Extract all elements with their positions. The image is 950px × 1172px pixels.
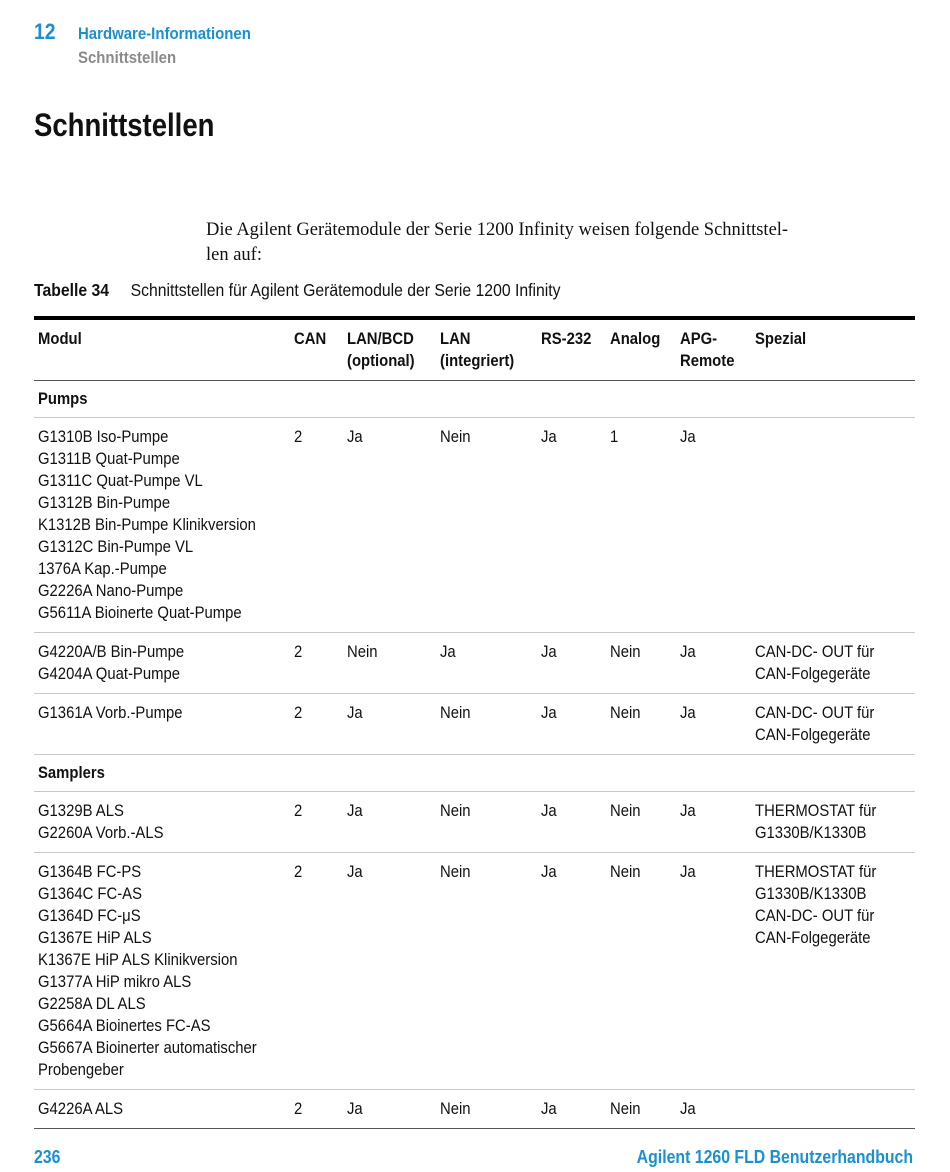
cell-line: Nein	[440, 802, 471, 820]
cell-text	[347, 641, 378, 663]
cell-line: G1310B Iso-Pumpe	[38, 428, 169, 446]
cell-line: 2	[294, 428, 303, 446]
cell-lan	[436, 418, 537, 633]
cell-text	[541, 1098, 557, 1120]
table-row	[34, 694, 915, 755]
cell-spezial	[751, 418, 915, 633]
cell-lan	[436, 1090, 537, 1129]
cell-text	[755, 641, 874, 685]
cell-line: CAN-Folgegeräte	[755, 665, 871, 683]
cell-line: G1367E HiP ALS	[38, 929, 152, 947]
cell-line: K1312B Bin-Pumpe Klinikversion	[38, 516, 256, 534]
cell-rs232	[537, 633, 606, 694]
cell-text	[680, 800, 696, 822]
cell-spezial	[751, 694, 915, 755]
cell-text	[294, 426, 302, 448]
cell-can	[290, 853, 343, 1090]
cell-analog	[606, 418, 676, 633]
cell-line: K1367E HiP ALS Klinikversion	[38, 951, 238, 969]
cell-text	[755, 861, 876, 949]
cell-text	[294, 702, 302, 724]
book-title	[599, 1147, 913, 1168]
cell-text	[347, 1098, 363, 1120]
cell-line: G1364D FC-μS	[38, 907, 141, 925]
cell-modul	[34, 694, 290, 755]
cell-line: G4204A Quat-Pumpe	[38, 665, 180, 683]
column-header-line: CAN	[294, 330, 327, 348]
column-header-line: Analog	[610, 330, 661, 348]
cell-line: G2226A Nano-Pumpe	[38, 582, 184, 600]
table-row	[34, 418, 915, 633]
cell-lan	[436, 633, 537, 694]
column-header-line: (integriert)	[440, 352, 515, 370]
cell-line: Nein	[440, 863, 471, 881]
column-header-line: Remote	[680, 352, 735, 370]
cell-text	[541, 426, 557, 448]
column-header-line: Spezial	[755, 330, 807, 348]
cell-spezial	[751, 1090, 915, 1129]
cell-apg-remote	[676, 853, 751, 1090]
cell-text	[440, 702, 471, 724]
cell-text	[294, 861, 302, 883]
cell-line: Ja	[541, 643, 557, 661]
table-caption	[34, 280, 560, 301]
cell-line: Ja	[541, 704, 557, 722]
cell-text	[38, 861, 257, 1081]
cell-line: Ja	[347, 863, 363, 881]
column-header-text	[347, 328, 415, 372]
cell-line: Nein	[440, 428, 471, 446]
cell-modul	[34, 792, 290, 853]
chapter-number: 12	[34, 19, 56, 44]
cell-line: G2258A DL ALS	[38, 995, 146, 1013]
cell-text	[440, 861, 471, 883]
cell-line: G1364B FC-PS	[38, 863, 142, 881]
cell-line: 1	[610, 428, 619, 446]
column-header-spezial	[751, 318, 915, 381]
cell-line: Ja	[680, 863, 696, 881]
cell-modul	[34, 853, 290, 1090]
cell-lan-bcd	[343, 1090, 436, 1129]
cell-line: Ja	[541, 863, 557, 881]
cell-text	[38, 702, 182, 724]
column-header-can	[290, 318, 343, 381]
cell-line: Nein	[440, 704, 471, 722]
cell-text	[610, 1098, 641, 1120]
column-header-modul	[34, 318, 290, 381]
column-header-line: APG-	[680, 330, 718, 348]
cell-modul	[34, 418, 290, 633]
column-header-analog	[606, 318, 676, 381]
interfaces-table	[34, 316, 915, 1129]
column-header-text	[541, 328, 591, 350]
cell-text	[38, 426, 256, 624]
cell-line: Ja	[680, 1100, 696, 1118]
cell-text	[610, 702, 641, 724]
cell-line: G4226A ALS	[38, 1100, 124, 1118]
column-header-line: RS-232	[541, 330, 592, 348]
table-row	[34, 1090, 915, 1129]
cell-analog	[606, 792, 676, 853]
cell-line: Nein	[610, 1100, 641, 1118]
cell-text	[680, 426, 696, 448]
chapter-title: Hardware-Informationen	[78, 24, 251, 43]
group-label-text: Samplers	[38, 764, 105, 782]
column-header-line: LAN	[440, 330, 471, 348]
table-body	[34, 381, 915, 1129]
intro-line: len auf:	[206, 245, 262, 265]
cell-line: CAN-DC- OUT für	[755, 907, 875, 925]
cell-text	[610, 861, 641, 883]
cell-line: G1364C FC-AS	[38, 885, 142, 903]
cell-line: Nein	[347, 643, 378, 661]
cell-apg-remote	[676, 1090, 751, 1129]
cell-line: Ja	[347, 704, 363, 722]
cell-text	[347, 800, 363, 822]
cell-apg-remote	[676, 694, 751, 755]
cell-line: Ja	[680, 643, 696, 661]
intro-paragraph	[206, 218, 916, 268]
cell-rs232	[537, 792, 606, 853]
cell-text	[347, 426, 363, 448]
column-header-lan-bcd	[343, 318, 436, 381]
cell-text	[541, 641, 557, 663]
cell-analog	[606, 633, 676, 694]
cell-line: 2	[294, 1100, 303, 1118]
column-header-apg-remote	[676, 318, 751, 381]
cell-line: CAN-DC- OUT für	[755, 704, 875, 722]
table-caption-label: Tabelle 34	[34, 280, 110, 300]
cell-text	[440, 426, 471, 448]
cell-line: CAN-Folgegeräte	[755, 726, 871, 744]
cell-line: Ja	[541, 802, 557, 820]
table-header-row	[34, 318, 915, 381]
cell-line: G1311C Quat-Pumpe VL	[38, 472, 203, 490]
cell-line: Nein	[610, 863, 641, 881]
table-group-row	[34, 755, 915, 792]
cell-text	[680, 641, 696, 663]
cell-analog	[606, 853, 676, 1090]
cell-line: G1330B/K1330B	[755, 824, 867, 842]
cell-text	[541, 800, 557, 822]
cell-rs232	[537, 418, 606, 633]
cell-can	[290, 1090, 343, 1129]
cell-rs232	[537, 1090, 606, 1129]
cell-rs232	[537, 853, 606, 1090]
cell-line: Ja	[347, 1100, 363, 1118]
cell-text	[38, 641, 184, 685]
cell-text	[610, 426, 618, 448]
cell-spezial	[751, 633, 915, 694]
cell-text	[755, 800, 876, 844]
column-header-line: Modul	[38, 330, 82, 348]
cell-apg-remote	[676, 418, 751, 633]
cell-line: Probengeber	[38, 1061, 124, 1079]
cell-line: G1361A Vorb.-Pumpe	[38, 704, 183, 722]
cell-line: G1312C Bin-Pumpe VL	[38, 538, 194, 556]
column-header-text	[680, 328, 734, 372]
cell-line: 2	[294, 802, 303, 820]
cell-text	[680, 1098, 696, 1120]
cell-modul	[34, 633, 290, 694]
column-header-line: LAN/BCD	[347, 330, 414, 348]
cell-text	[38, 800, 163, 844]
column-header-text	[755, 328, 806, 350]
column-header-line: (optional)	[347, 352, 415, 370]
cell-line: Ja	[680, 704, 696, 722]
cell-lan	[436, 853, 537, 1090]
cell-line: G5611A Bioinerte Quat-Pumpe	[38, 604, 242, 622]
cell-text	[541, 861, 557, 883]
cell-text	[440, 800, 471, 822]
cell-text	[347, 702, 363, 724]
cell-line: G5667A Bioinerter automatischer	[38, 1039, 257, 1057]
group-label	[34, 381, 915, 418]
cell-line: Ja	[541, 1100, 557, 1118]
cell-lan	[436, 694, 537, 755]
cell-line: G1329B ALS	[38, 802, 124, 820]
cell-line: Ja	[347, 802, 363, 820]
cell-line: Ja	[680, 802, 696, 820]
cell-lan	[436, 792, 537, 853]
book-title-text: Agilent 1260 FLD Benutzerhandbuch	[636, 1147, 913, 1167]
cell-text	[680, 702, 696, 724]
group-label	[34, 755, 915, 792]
cell-line: G2260A Vorb.-ALS	[38, 824, 164, 842]
cell-line: G1330B/K1330B	[755, 885, 867, 903]
cell-text	[680, 861, 696, 883]
cell-lan-bcd	[343, 792, 436, 853]
cell-lan-bcd	[343, 853, 436, 1090]
cell-can	[290, 792, 343, 853]
cell-line: 2	[294, 704, 303, 722]
cell-text	[440, 641, 456, 663]
cell-line: G1377A HiP mikro ALS	[38, 973, 192, 991]
intro-line: Die Agilent Gerätemodule der Serie 1200 Infinity weisen folgende Schnittstel-	[206, 220, 789, 240]
cell-line: 2	[294, 863, 303, 881]
cell-rs232	[537, 694, 606, 755]
table-row	[34, 633, 915, 694]
interfaces-table-container	[34, 316, 915, 1129]
cell-text	[610, 641, 641, 663]
cell-line: Nein	[610, 704, 641, 722]
cell-analog	[606, 694, 676, 755]
cell-line: Nein	[610, 802, 641, 820]
cell-text	[440, 1098, 471, 1120]
cell-line: Ja	[541, 428, 557, 446]
cell-text	[755, 702, 874, 746]
table-row	[34, 853, 915, 1090]
cell-modul	[34, 1090, 290, 1129]
column-header-text	[38, 328, 82, 350]
column-header-text	[294, 328, 326, 350]
cell-line: Ja	[440, 643, 456, 661]
cell-line: CAN-DC- OUT für	[755, 643, 875, 661]
cell-text	[294, 641, 302, 663]
section-breadcrumb: Schnittstellen	[78, 48, 177, 67]
cell-line: 1376A Kap.-Pumpe	[38, 560, 167, 578]
table-header	[34, 318, 915, 381]
page-number: 236	[34, 1147, 61, 1167]
cell-can	[290, 418, 343, 633]
cell-text	[294, 1098, 302, 1120]
column-header-rs232	[537, 318, 606, 381]
group-label-text: Pumps	[38, 390, 88, 408]
cell-line: CAN-Folgegeräte	[755, 929, 871, 947]
cell-lan-bcd	[343, 418, 436, 633]
cell-line: G5664A Bioinertes FC-AS	[38, 1017, 211, 1035]
cell-line: Ja	[347, 428, 363, 446]
table-row	[34, 792, 915, 853]
cell-spezial	[751, 792, 915, 853]
column-header-text	[610, 328, 660, 350]
cell-analog	[606, 1090, 676, 1129]
cell-text	[347, 861, 363, 883]
cell-spezial	[751, 853, 915, 1090]
cell-text	[610, 800, 641, 822]
cell-line: Ja	[680, 428, 696, 446]
page-title: Schnittstellen	[34, 107, 215, 143]
cell-text	[294, 800, 302, 822]
table-caption-text: Schnittstellen für Agilent Gerätemodule der Serie 1200 Infinity	[130, 280, 561, 300]
cell-text	[541, 702, 557, 724]
cell-line: THERMOSTAT für	[755, 802, 877, 820]
column-header-lan	[436, 318, 537, 381]
cell-line: G1311B Quat-Pumpe	[38, 450, 180, 468]
cell-line: Nein	[440, 1100, 471, 1118]
cell-line: THERMOSTAT für	[755, 863, 877, 881]
cell-can	[290, 694, 343, 755]
cell-lan-bcd	[343, 633, 436, 694]
cell-lan-bcd	[343, 694, 436, 755]
table-group-row	[34, 381, 915, 418]
cell-line: Nein	[610, 643, 641, 661]
cell-can	[290, 633, 343, 694]
cell-line: 2	[294, 643, 303, 661]
cell-apg-remote	[676, 633, 751, 694]
column-header-text	[440, 328, 514, 372]
cell-apg-remote	[676, 792, 751, 853]
cell-line: G1312B Bin-Pumpe	[38, 494, 171, 512]
cell-line: G4220A/B Bin-Pumpe	[38, 643, 185, 661]
cell-text	[38, 1098, 123, 1120]
